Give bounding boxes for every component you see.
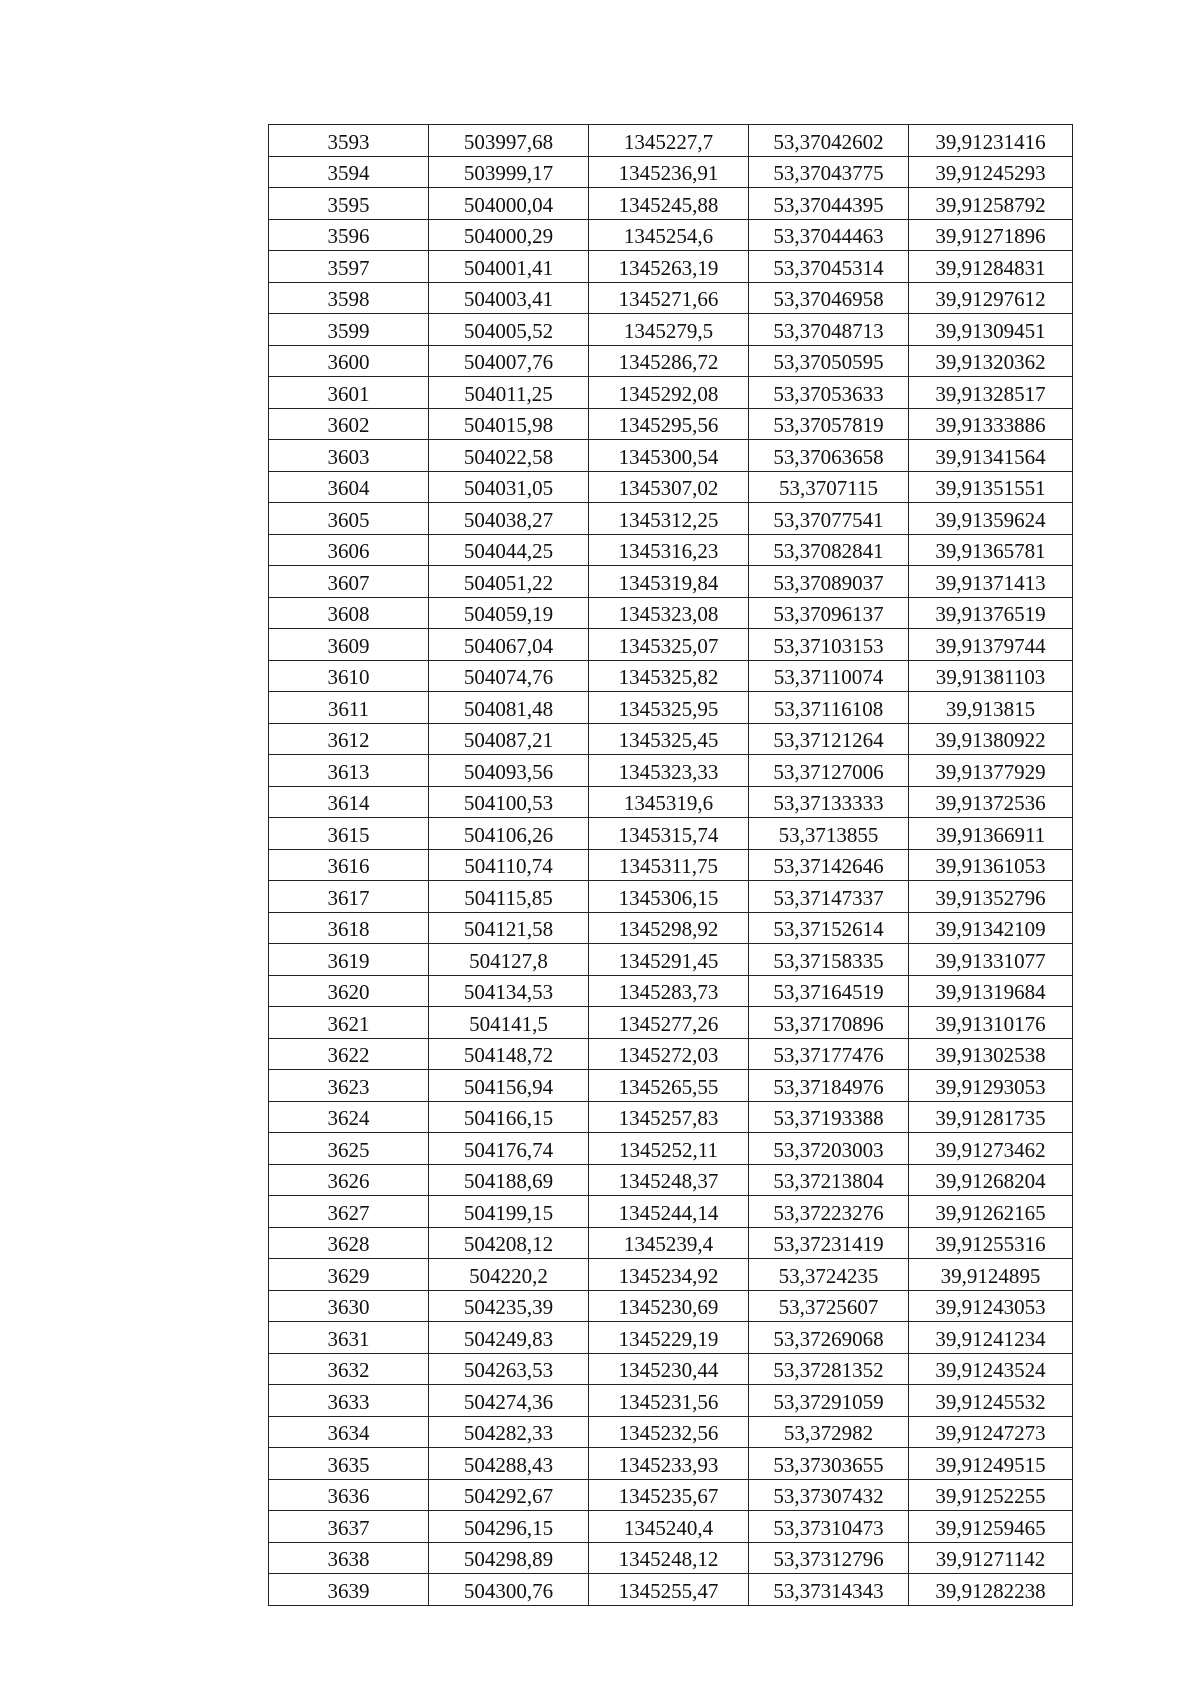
y-coordinate-cell: 1345229,19 [589, 1322, 749, 1354]
longitude-cell: 39,91258792 [909, 188, 1073, 220]
y-coordinate-cell: 1345315,74 [589, 818, 749, 850]
table-row [269, 849, 1073, 881]
latitude-cell: 53,37050595 [749, 345, 909, 377]
y-coordinate-cell: 1345286,72 [589, 345, 749, 377]
longitude-cell: 39,91273462 [909, 1133, 1073, 1165]
table-row [269, 1290, 1073, 1322]
point-number-cell: 3639 [269, 1574, 429, 1606]
longitude-cell: 39,91252255 [909, 1479, 1073, 1511]
x-coordinate-cell: 504156,94 [429, 1070, 589, 1102]
longitude-cell: 39,91243053 [909, 1290, 1073, 1322]
x-coordinate-cell: 504176,74 [429, 1133, 589, 1165]
table-row [269, 1259, 1073, 1291]
point-number-cell: 3630 [269, 1290, 429, 1322]
latitude-cell: 53,37231419 [749, 1227, 909, 1259]
latitude-cell: 53,37110074 [749, 660, 909, 692]
latitude-cell: 53,3725607 [749, 1290, 909, 1322]
point-number-cell: 3638 [269, 1542, 429, 1574]
point-number-cell: 3601 [269, 377, 429, 409]
x-coordinate-cell: 504188,69 [429, 1164, 589, 1196]
y-coordinate-cell: 1345257,83 [589, 1101, 749, 1133]
y-coordinate-cell: 1345231,56 [589, 1385, 749, 1417]
table-row [269, 282, 1073, 314]
x-coordinate-cell: 504292,67 [429, 1479, 589, 1511]
table-row [269, 818, 1073, 850]
point-number-cell: 3608 [269, 597, 429, 629]
point-number-cell: 3635 [269, 1448, 429, 1480]
x-coordinate-cell: 504134,53 [429, 975, 589, 1007]
y-coordinate-cell: 1345323,08 [589, 597, 749, 629]
x-coordinate-cell: 504141,5 [429, 1007, 589, 1039]
point-number-cell: 3596 [269, 219, 429, 251]
table-row [269, 156, 1073, 188]
longitude-cell: 39,91331077 [909, 944, 1073, 976]
longitude-cell: 39,91341564 [909, 440, 1073, 472]
y-coordinate-cell: 1345227,7 [589, 125, 749, 157]
x-coordinate-cell: 504127,8 [429, 944, 589, 976]
table-row [269, 1479, 1073, 1511]
point-number-cell: 3607 [269, 566, 429, 598]
point-number-cell: 3615 [269, 818, 429, 850]
longitude-cell: 39,91376519 [909, 597, 1073, 629]
latitude-cell: 53,37213804 [749, 1164, 909, 1196]
y-coordinate-cell: 1345295,56 [589, 408, 749, 440]
longitude-cell: 39,91271142 [909, 1542, 1073, 1574]
y-coordinate-cell: 1345236,91 [589, 156, 749, 188]
y-coordinate-cell: 1345279,5 [589, 314, 749, 346]
table-row [269, 219, 1073, 251]
latitude-cell: 53,37133333 [749, 786, 909, 818]
longitude-cell: 39,91381103 [909, 660, 1073, 692]
y-coordinate-cell: 1345232,56 [589, 1416, 749, 1448]
longitude-cell: 39,91241234 [909, 1322, 1073, 1354]
point-number-cell: 3627 [269, 1196, 429, 1228]
table-row [269, 188, 1073, 220]
point-number-cell: 3597 [269, 251, 429, 283]
longitude-cell: 39,91249515 [909, 1448, 1073, 1480]
latitude-cell: 53,37152614 [749, 912, 909, 944]
table-row [269, 1385, 1073, 1417]
table-row [269, 1353, 1073, 1385]
longitude-cell: 39,91282238 [909, 1574, 1073, 1606]
x-coordinate-cell: 504115,85 [429, 881, 589, 913]
x-coordinate-cell: 504106,26 [429, 818, 589, 850]
table-row [269, 1511, 1073, 1543]
y-coordinate-cell: 1345312,25 [589, 503, 749, 535]
latitude-cell: 53,37042602 [749, 125, 909, 157]
latitude-cell: 53,37096137 [749, 597, 909, 629]
latitude-cell: 53,3724235 [749, 1259, 909, 1291]
y-coordinate-cell: 1345325,45 [589, 723, 749, 755]
y-coordinate-cell: 1345271,66 [589, 282, 749, 314]
table-row [269, 944, 1073, 976]
y-coordinate-cell: 1345300,54 [589, 440, 749, 472]
latitude-cell: 53,37269068 [749, 1322, 909, 1354]
y-coordinate-cell: 1345319,6 [589, 786, 749, 818]
x-coordinate-cell: 504038,27 [429, 503, 589, 535]
longitude-cell: 39,91293053 [909, 1070, 1073, 1102]
y-coordinate-cell: 1345239,4 [589, 1227, 749, 1259]
x-coordinate-cell: 504263,53 [429, 1353, 589, 1385]
y-coordinate-cell: 1345292,08 [589, 377, 749, 409]
longitude-cell: 39,91328517 [909, 377, 1073, 409]
point-number-cell: 3628 [269, 1227, 429, 1259]
longitude-cell: 39,91255316 [909, 1227, 1073, 1259]
longitude-cell: 39,91365781 [909, 534, 1073, 566]
x-coordinate-cell: 504274,36 [429, 1385, 589, 1417]
point-number-cell: 3633 [269, 1385, 429, 1417]
point-number-cell: 3618 [269, 912, 429, 944]
y-coordinate-cell: 1345265,55 [589, 1070, 749, 1102]
latitude-cell: 53,37307432 [749, 1479, 909, 1511]
y-coordinate-cell: 1345235,67 [589, 1479, 749, 1511]
latitude-cell: 53,37127006 [749, 755, 909, 787]
latitude-cell: 53,37043775 [749, 156, 909, 188]
point-number-cell: 3606 [269, 534, 429, 566]
y-coordinate-cell: 1345244,14 [589, 1196, 749, 1228]
point-number-cell: 3631 [269, 1322, 429, 1354]
latitude-cell: 53,37063658 [749, 440, 909, 472]
latitude-cell: 53,37193388 [749, 1101, 909, 1133]
table-row [269, 1101, 1073, 1133]
y-coordinate-cell: 1345306,15 [589, 881, 749, 913]
point-number-cell: 3637 [269, 1511, 429, 1543]
x-coordinate-cell: 504100,53 [429, 786, 589, 818]
longitude-cell: 39,91351551 [909, 471, 1073, 503]
x-coordinate-cell: 504044,25 [429, 534, 589, 566]
table-row [269, 1133, 1073, 1165]
table-row [269, 629, 1073, 661]
point-number-cell: 3622 [269, 1038, 429, 1070]
point-number-cell: 3611 [269, 692, 429, 724]
table-row [269, 1227, 1073, 1259]
x-coordinate-cell: 504074,76 [429, 660, 589, 692]
point-number-cell: 3621 [269, 1007, 429, 1039]
longitude-cell: 39,91333886 [909, 408, 1073, 440]
latitude-cell: 53,37116108 [749, 692, 909, 724]
x-coordinate-cell: 503999,17 [429, 156, 589, 188]
y-coordinate-cell: 1345272,03 [589, 1038, 749, 1070]
x-coordinate-cell: 504093,56 [429, 755, 589, 787]
latitude-cell: 53,37077541 [749, 503, 909, 535]
point-number-cell: 3604 [269, 471, 429, 503]
x-coordinate-cell: 504235,39 [429, 1290, 589, 1322]
table-row [269, 881, 1073, 913]
point-number-cell: 3613 [269, 755, 429, 787]
y-coordinate-cell: 1345263,19 [589, 251, 749, 283]
x-coordinate-cell: 504087,21 [429, 723, 589, 755]
point-number-cell: 3612 [269, 723, 429, 755]
y-coordinate-cell: 1345325,82 [589, 660, 749, 692]
point-number-cell: 3616 [269, 849, 429, 881]
y-coordinate-cell: 1345298,92 [589, 912, 749, 944]
x-coordinate-cell: 504003,41 [429, 282, 589, 314]
table-row [269, 1322, 1073, 1354]
x-coordinate-cell: 504000,29 [429, 219, 589, 251]
table-row [269, 408, 1073, 440]
latitude-cell: 53,37303655 [749, 1448, 909, 1480]
y-coordinate-cell: 1345233,93 [589, 1448, 749, 1480]
point-number-cell: 3619 [269, 944, 429, 976]
x-coordinate-cell: 504300,76 [429, 1574, 589, 1606]
table-row [269, 755, 1073, 787]
y-coordinate-cell: 1345283,73 [589, 975, 749, 1007]
longitude-cell: 39,91268204 [909, 1164, 1073, 1196]
latitude-cell: 53,37057819 [749, 408, 909, 440]
y-coordinate-cell: 1345245,88 [589, 188, 749, 220]
coordinates-table-body [269, 125, 1073, 1606]
longitude-cell: 39,91380922 [909, 723, 1073, 755]
point-number-cell: 3626 [269, 1164, 429, 1196]
latitude-cell: 53,37223276 [749, 1196, 909, 1228]
table-row [269, 1574, 1073, 1606]
table-row [269, 534, 1073, 566]
point-number-cell: 3634 [269, 1416, 429, 1448]
point-number-cell: 3636 [269, 1479, 429, 1511]
x-coordinate-cell: 504011,25 [429, 377, 589, 409]
y-coordinate-cell: 1345230,69 [589, 1290, 749, 1322]
longitude-cell: 39,91245532 [909, 1385, 1073, 1417]
longitude-cell: 39,91359624 [909, 503, 1073, 535]
y-coordinate-cell: 1345234,92 [589, 1259, 749, 1291]
x-coordinate-cell: 504081,48 [429, 692, 589, 724]
latitude-cell: 53,37184976 [749, 1070, 909, 1102]
x-coordinate-cell: 504067,04 [429, 629, 589, 661]
point-number-cell: 3620 [269, 975, 429, 1007]
y-coordinate-cell: 1345252,11 [589, 1133, 749, 1165]
table-row [269, 345, 1073, 377]
x-coordinate-cell: 504031,05 [429, 471, 589, 503]
longitude-cell: 39,91271896 [909, 219, 1073, 251]
longitude-cell: 39,91247273 [909, 1416, 1073, 1448]
y-coordinate-cell: 1345254,6 [589, 219, 749, 251]
latitude-cell: 53,37045314 [749, 251, 909, 283]
table-row [269, 440, 1073, 472]
x-coordinate-cell: 504022,58 [429, 440, 589, 472]
point-number-cell: 3617 [269, 881, 429, 913]
y-coordinate-cell: 1345277,26 [589, 1007, 749, 1039]
x-coordinate-cell: 504220,2 [429, 1259, 589, 1291]
point-number-cell: 3623 [269, 1070, 429, 1102]
table-row [269, 1448, 1073, 1480]
latitude-cell: 53,37310473 [749, 1511, 909, 1543]
longitude-cell: 39,913815 [909, 692, 1073, 724]
y-coordinate-cell: 1345319,84 [589, 566, 749, 598]
latitude-cell: 53,37046958 [749, 282, 909, 314]
longitude-cell: 39,91310176 [909, 1007, 1073, 1039]
longitude-cell: 39,91297612 [909, 282, 1073, 314]
latitude-cell: 53,37044395 [749, 188, 909, 220]
longitude-cell: 39,91361053 [909, 849, 1073, 881]
x-coordinate-cell: 503997,68 [429, 125, 589, 157]
coordinates-table [268, 124, 1073, 1606]
longitude-cell: 39,91371413 [909, 566, 1073, 598]
x-coordinate-cell: 504298,89 [429, 1542, 589, 1574]
latitude-cell: 53,37291059 [749, 1385, 909, 1417]
latitude-cell: 53,372982 [749, 1416, 909, 1448]
latitude-cell: 53,37158335 [749, 944, 909, 976]
point-number-cell: 3629 [269, 1259, 429, 1291]
y-coordinate-cell: 1345325,95 [589, 692, 749, 724]
latitude-cell: 53,37089037 [749, 566, 909, 598]
table-row [269, 125, 1073, 157]
latitude-cell: 53,37312796 [749, 1542, 909, 1574]
table-row [269, 314, 1073, 346]
table-row [269, 660, 1073, 692]
latitude-cell: 53,37170896 [749, 1007, 909, 1039]
x-coordinate-cell: 504249,83 [429, 1322, 589, 1354]
longitude-cell: 39,91342109 [909, 912, 1073, 944]
table-row [269, 377, 1073, 409]
table-row [269, 597, 1073, 629]
longitude-cell: 39,91231416 [909, 125, 1073, 157]
longitude-cell: 39,91320362 [909, 345, 1073, 377]
longitude-cell: 39,91309451 [909, 314, 1073, 346]
table-row [269, 1196, 1073, 1228]
table-row [269, 566, 1073, 598]
table-row [269, 1164, 1073, 1196]
point-number-cell: 3614 [269, 786, 429, 818]
latitude-cell: 53,37281352 [749, 1353, 909, 1385]
y-coordinate-cell: 1345240,4 [589, 1511, 749, 1543]
y-coordinate-cell: 1345248,12 [589, 1542, 749, 1574]
x-coordinate-cell: 504208,12 [429, 1227, 589, 1259]
y-coordinate-cell: 1345248,37 [589, 1164, 749, 1196]
latitude-cell: 53,37142646 [749, 849, 909, 881]
latitude-cell: 53,3713855 [749, 818, 909, 850]
latitude-cell: 53,37147337 [749, 881, 909, 913]
point-number-cell: 3609 [269, 629, 429, 661]
latitude-cell: 53,37053633 [749, 377, 909, 409]
x-coordinate-cell: 504000,04 [429, 188, 589, 220]
table-row [269, 1070, 1073, 1102]
latitude-cell: 53,3707115 [749, 471, 909, 503]
point-number-cell: 3610 [269, 660, 429, 692]
latitude-cell: 53,37103153 [749, 629, 909, 661]
y-coordinate-cell: 1345230,44 [589, 1353, 749, 1385]
x-coordinate-cell: 504121,58 [429, 912, 589, 944]
table-row [269, 503, 1073, 535]
y-coordinate-cell: 1345307,02 [589, 471, 749, 503]
x-coordinate-cell: 504001,41 [429, 251, 589, 283]
point-number-cell: 3625 [269, 1133, 429, 1165]
point-number-cell: 3598 [269, 282, 429, 314]
x-coordinate-cell: 504110,74 [429, 849, 589, 881]
x-coordinate-cell: 504007,76 [429, 345, 589, 377]
longitude-cell: 39,91259465 [909, 1511, 1073, 1543]
y-coordinate-cell: 1345255,47 [589, 1574, 749, 1606]
longitude-cell: 39,91377929 [909, 755, 1073, 787]
table-row [269, 1542, 1073, 1574]
longitude-cell: 39,91372536 [909, 786, 1073, 818]
point-number-cell: 3632 [269, 1353, 429, 1385]
point-number-cell: 3594 [269, 156, 429, 188]
point-number-cell: 3605 [269, 503, 429, 535]
x-coordinate-cell: 504288,43 [429, 1448, 589, 1480]
latitude-cell: 53,37177476 [749, 1038, 909, 1070]
y-coordinate-cell: 1345311,75 [589, 849, 749, 881]
x-coordinate-cell: 504148,72 [429, 1038, 589, 1070]
longitude-cell: 39,91284831 [909, 251, 1073, 283]
table-row [269, 723, 1073, 755]
latitude-cell: 53,37044463 [749, 219, 909, 251]
latitude-cell: 53,37048713 [749, 314, 909, 346]
x-coordinate-cell: 504296,15 [429, 1511, 589, 1543]
table-row [269, 1416, 1073, 1448]
point-number-cell: 3593 [269, 125, 429, 157]
table-row [269, 1038, 1073, 1070]
longitude-cell: 39,91262165 [909, 1196, 1073, 1228]
latitude-cell: 53,37082841 [749, 534, 909, 566]
longitude-cell: 39,91245293 [909, 156, 1073, 188]
table-row [269, 975, 1073, 1007]
latitude-cell: 53,37314343 [749, 1574, 909, 1606]
y-coordinate-cell: 1345323,33 [589, 755, 749, 787]
point-number-cell: 3624 [269, 1101, 429, 1133]
x-coordinate-cell: 504051,22 [429, 566, 589, 598]
latitude-cell: 53,37164519 [749, 975, 909, 1007]
x-coordinate-cell: 504059,19 [429, 597, 589, 629]
longitude-cell: 39,91281735 [909, 1101, 1073, 1133]
table-row [269, 251, 1073, 283]
y-coordinate-cell: 1345291,45 [589, 944, 749, 976]
y-coordinate-cell: 1345325,07 [589, 629, 749, 661]
x-coordinate-cell: 504015,98 [429, 408, 589, 440]
longitude-cell: 39,9124895 [909, 1259, 1073, 1291]
table-row [269, 471, 1073, 503]
point-number-cell: 3603 [269, 440, 429, 472]
table-row [269, 912, 1073, 944]
longitude-cell: 39,91379744 [909, 629, 1073, 661]
longitude-cell: 39,91302538 [909, 1038, 1073, 1070]
latitude-cell: 53,37203003 [749, 1133, 909, 1165]
point-number-cell: 3599 [269, 314, 429, 346]
table-row [269, 786, 1073, 818]
longitude-cell: 39,91243524 [909, 1353, 1073, 1385]
longitude-cell: 39,91352796 [909, 881, 1073, 913]
point-number-cell: 3595 [269, 188, 429, 220]
x-coordinate-cell: 504166,15 [429, 1101, 589, 1133]
table-row [269, 1007, 1073, 1039]
point-number-cell: 3600 [269, 345, 429, 377]
latitude-cell: 53,37121264 [749, 723, 909, 755]
x-coordinate-cell: 504005,52 [429, 314, 589, 346]
point-number-cell: 3602 [269, 408, 429, 440]
x-coordinate-cell: 504282,33 [429, 1416, 589, 1448]
longitude-cell: 39,91366911 [909, 818, 1073, 850]
y-coordinate-cell: 1345316,23 [589, 534, 749, 566]
x-coordinate-cell: 504199,15 [429, 1196, 589, 1228]
table-row [269, 692, 1073, 724]
longitude-cell: 39,91319684 [909, 975, 1073, 1007]
